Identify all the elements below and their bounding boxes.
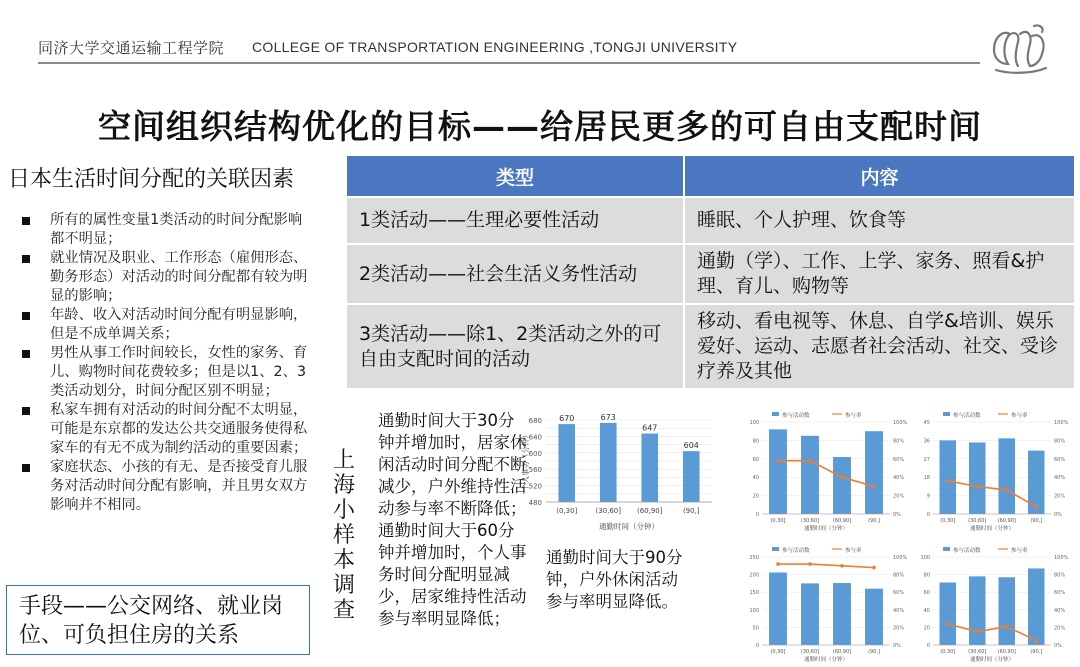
x-tick-label: (60,90] (636, 507, 663, 515)
participation-chart-2 (915, 410, 1075, 535)
bar (558, 424, 575, 502)
y-tick-label: 0 (926, 512, 930, 518)
y2-tick-label: 20% (893, 493, 905, 500)
table-cell-content: 通勤（学）、工作、上学、家务、照看&护理、育儿、购物等 (684, 244, 1074, 304)
x-tick-label: (90,] (868, 649, 880, 655)
line-point (840, 564, 844, 568)
bar (939, 583, 956, 645)
y2-tick-label: 40% (1054, 607, 1066, 614)
line-point (1034, 505, 1038, 509)
bar (600, 423, 617, 502)
line-point (975, 485, 979, 489)
list-item: 私家车拥有对活动的时间分配不太明显，可能是东京都的发达公共交通服务使得私家车的有无不成为制约活动的重要因素； (22, 401, 312, 458)
x-axis-label: 通勤时间（分钟） (599, 522, 659, 530)
line-point (872, 566, 876, 570)
y2-tick-label: 60% (893, 590, 905, 597)
y2-tick-label: 80% (893, 572, 905, 579)
line-point (808, 562, 812, 566)
personal-affairs-bar-chart (520, 410, 720, 530)
y2-tick-label: 80% (1054, 438, 1066, 445)
y2-tick-label: 0% (893, 643, 901, 649)
line-point (776, 459, 780, 463)
bar (683, 451, 700, 502)
y-tick-label: 80 (752, 438, 759, 445)
legend-label: 参与活动数 (782, 548, 810, 554)
factors-list (22, 211, 312, 515)
x-tick-label: (90,] (1030, 518, 1043, 524)
y-tick-label: 18 (923, 475, 930, 482)
y2-tick-label: 20% (1054, 625, 1066, 632)
x-tick-label: (60,90] (832, 518, 852, 524)
y-tick-label: 150 (749, 590, 759, 597)
y-tick-label: 100 (749, 607, 759, 614)
y-tick-label: 560 (528, 466, 542, 475)
table-row (347, 304, 1074, 388)
list-item: 就业情况及职业、工作形态（雇佣形态、勤务形态）对活动的时间分配都有较为明显的影响； (22, 249, 312, 306)
university-logo-icon (988, 20, 1052, 80)
x-tick-label: (60,90] (832, 649, 852, 655)
y-tick-label: 520 (528, 482, 542, 491)
bar (865, 589, 883, 645)
activity-category-table (347, 156, 1074, 388)
y2-tick-label: 0% (893, 512, 901, 518)
y-axis-label: 个人事务（分钟） (521, 431, 530, 491)
table-cell-content: 移动、看电视等、休息、自学&培训、娱乐爱好、运动、志愿者社会活动、社交、受诊疗养及其他 (684, 304, 1074, 388)
x-tick-label: (60,90] (997, 518, 1016, 524)
legend-label: 参与率 (845, 413, 862, 419)
legend-label: 参与率 (1011, 413, 1028, 419)
school-name-cn: 同济大学交通运输工程学院 (38, 39, 225, 57)
y-tick-label: 20 (923, 625, 930, 632)
bar (769, 572, 787, 645)
y-tick-label: 250 (749, 555, 759, 561)
bar (939, 440, 956, 514)
x-axis-label: 通勤时间（分钟） (803, 657, 849, 663)
table-cell-content: 睡眠、个人护理、饮食等 (684, 197, 1074, 244)
legend-label: 参与活动数 (953, 548, 981, 554)
series-line (948, 481, 1037, 507)
x-tick-label: (0,30] (940, 649, 956, 655)
x-tick-label: (30,60] (800, 649, 820, 655)
bar (1028, 451, 1045, 514)
table-header-content: 内容 (684, 156, 1074, 197)
y-tick-label: 0 (755, 512, 759, 518)
y2-tick-label: 40% (893, 607, 905, 614)
bar (801, 583, 819, 645)
y-tick-label: 27 (923, 456, 930, 463)
line-point (808, 459, 812, 463)
list-item: 男性从事工作时间较长，女性的家务、育儿、购物时间花费较多；但是以1、2、3类活动划分，时间分配区别不明显； (22, 344, 312, 401)
x-tick-label: (0,30] (770, 649, 786, 655)
factors-heading: 日本生活时间分配的关联因素 (8, 167, 295, 192)
x-tick-label: (30,60] (595, 507, 622, 515)
table-row (347, 197, 1074, 244)
y-tick-label: 45 (923, 420, 930, 426)
y2-tick-label: 100% (1054, 420, 1069, 426)
bar (833, 583, 851, 645)
y-tick-label: 40 (923, 607, 930, 614)
x-tick-label: (30,60] (968, 518, 987, 524)
y2-tick-label: 20% (893, 625, 905, 632)
survey-description-2: 通勤时间大于90分钟，户外休闲活动参与率明显降低。 (546, 548, 683, 611)
series-line (948, 624, 1037, 641)
table-header-type: 类型 (347, 156, 684, 197)
legend-label: 参与活动数 (782, 413, 810, 419)
legend-swatch (772, 412, 779, 416)
bar (833, 457, 851, 514)
y-tick-label: 60 (923, 590, 930, 597)
y-tick-label: 9 (926, 493, 930, 500)
header-divider (38, 62, 980, 64)
y2-tick-label: 80% (893, 438, 905, 445)
x-tick-label: (30,60] (800, 518, 820, 524)
y-tick-label: 600 (528, 449, 542, 458)
y-tick-label: 36 (923, 438, 930, 445)
y-tick-label: 20 (752, 493, 759, 500)
line-point (840, 475, 844, 479)
school-name-en: COLLEGE OF TRANSPORTATION ENGINEERING ,TONGJI UNIVERSITY (252, 39, 738, 55)
y2-tick-label: 0% (1054, 512, 1062, 518)
data-label: 647 (642, 423, 658, 433)
data-label: 673 (600, 412, 616, 422)
participation-chart-1 (742, 410, 914, 535)
y2-tick-label: 20% (1054, 493, 1066, 500)
y-tick-label: 100 (749, 420, 759, 426)
bar (998, 438, 1015, 514)
line-point (1005, 488, 1009, 492)
y-tick-label: 50 (752, 625, 759, 632)
list-item: 家庭状态、小孩的有无、是否接受育儿服务对活动时间分配有影响，并且男女双方影响并不相同。 (22, 458, 312, 515)
line-point (872, 485, 876, 489)
y2-tick-label: 100% (1054, 555, 1069, 561)
series-line (778, 461, 874, 487)
y2-tick-label: 60% (1054, 456, 1066, 463)
table-row (347, 244, 1074, 304)
y2-tick-label: 60% (1054, 590, 1066, 597)
x-tick-label: (30,60] (968, 649, 987, 655)
y2-tick-label: 60% (893, 456, 905, 463)
y-tick-label: 480 (528, 499, 542, 507)
bar (998, 577, 1015, 645)
legend-label: 参与活动数 (953, 413, 981, 419)
y-tick-label: 0 (926, 643, 930, 649)
y2-tick-label: 100% (893, 555, 908, 561)
data-label: 604 (683, 441, 699, 451)
y-tick-label: 60 (752, 456, 759, 463)
y-tick-label: 680 (528, 417, 542, 425)
y2-tick-label: 100% (893, 420, 908, 426)
bar (769, 429, 787, 514)
page-title: 空间组织结构优化的目标——给居民更多的可自由支配时间 (98, 107, 982, 146)
means-box: 手段——公交网络、就业岗位、可负担住房的关系 (6, 585, 310, 655)
data-label: 670 (559, 414, 575, 424)
participation-chart-4 (915, 545, 1075, 667)
legend-swatch (943, 412, 950, 416)
y2-tick-label: 40% (1054, 475, 1066, 482)
bar (865, 431, 883, 514)
bar (1028, 568, 1045, 645)
list-item: 所有的属性变量1类活动的时间分配影响都不明显； (22, 211, 312, 249)
line-point (975, 630, 979, 634)
y-tick-label: 200 (749, 572, 759, 579)
bar (969, 576, 986, 645)
bar (969, 442, 986, 514)
line-point (776, 562, 780, 566)
list-item: 年龄、收入对活动时间分配有明显影响，但是不成单调关系； (22, 306, 312, 344)
y-tick-label: 0 (755, 643, 759, 649)
x-tick-label: (90,] (868, 518, 880, 524)
bar (641, 434, 658, 502)
x-tick-label: (90,] (682, 507, 700, 515)
y2-tick-label: 40% (893, 475, 905, 482)
x-tick-label: (60,90] (997, 649, 1016, 655)
x-axis-label: 通勤时间（分钟） (969, 657, 1015, 663)
series-line (778, 564, 874, 568)
x-tick-label: (0,30] (940, 518, 956, 524)
x-axis-label: 通勤时间（分钟） (969, 526, 1015, 532)
legend-swatch (772, 547, 779, 551)
y-tick-label: 40 (752, 475, 759, 482)
bar (801, 436, 819, 514)
y-tick-label: 80 (923, 572, 930, 579)
table-cell-type: 1类活动——生理必要性活动 (347, 197, 684, 244)
line-point (946, 622, 950, 626)
participation-chart-3 (742, 545, 914, 667)
x-tick-label: (90,] (1030, 649, 1043, 655)
line-point (1034, 639, 1038, 643)
y-tick-label: 100 (920, 555, 930, 561)
y2-tick-label: 0% (1054, 643, 1062, 649)
x-tick-label: (0,30] (556, 507, 578, 515)
legend-label: 参与率 (845, 548, 862, 554)
x-tick-label: (0,30] (770, 518, 786, 524)
x-axis-label: 通勤时间（分钟） (803, 526, 849, 532)
survey-vertical-label: 上海小样本调查 (332, 448, 355, 623)
y2-tick-label: 80% (1054, 572, 1066, 579)
table-cell-type: 2类活动——社会生活义务性活动 (347, 244, 684, 304)
table-cell-type: 3类活动——除1、2类活动之外的可自由支配时间的活动 (347, 304, 684, 388)
survey-description-1: 通勤时间大于30分钟并增加时，居家休闲活动时间分配不断减少，户外维持性活动参与率不断降低；通勤时间大于60分钟并增加时，个人事务时间分配明显减少，居家维持性活动参与率明显降低； (378, 411, 527, 628)
legend-swatch (943, 547, 950, 551)
line-point (1005, 625, 1009, 629)
legend-label: 参与率 (1011, 548, 1028, 554)
line-point (946, 479, 950, 483)
y-tick-label: 640 (528, 433, 542, 442)
